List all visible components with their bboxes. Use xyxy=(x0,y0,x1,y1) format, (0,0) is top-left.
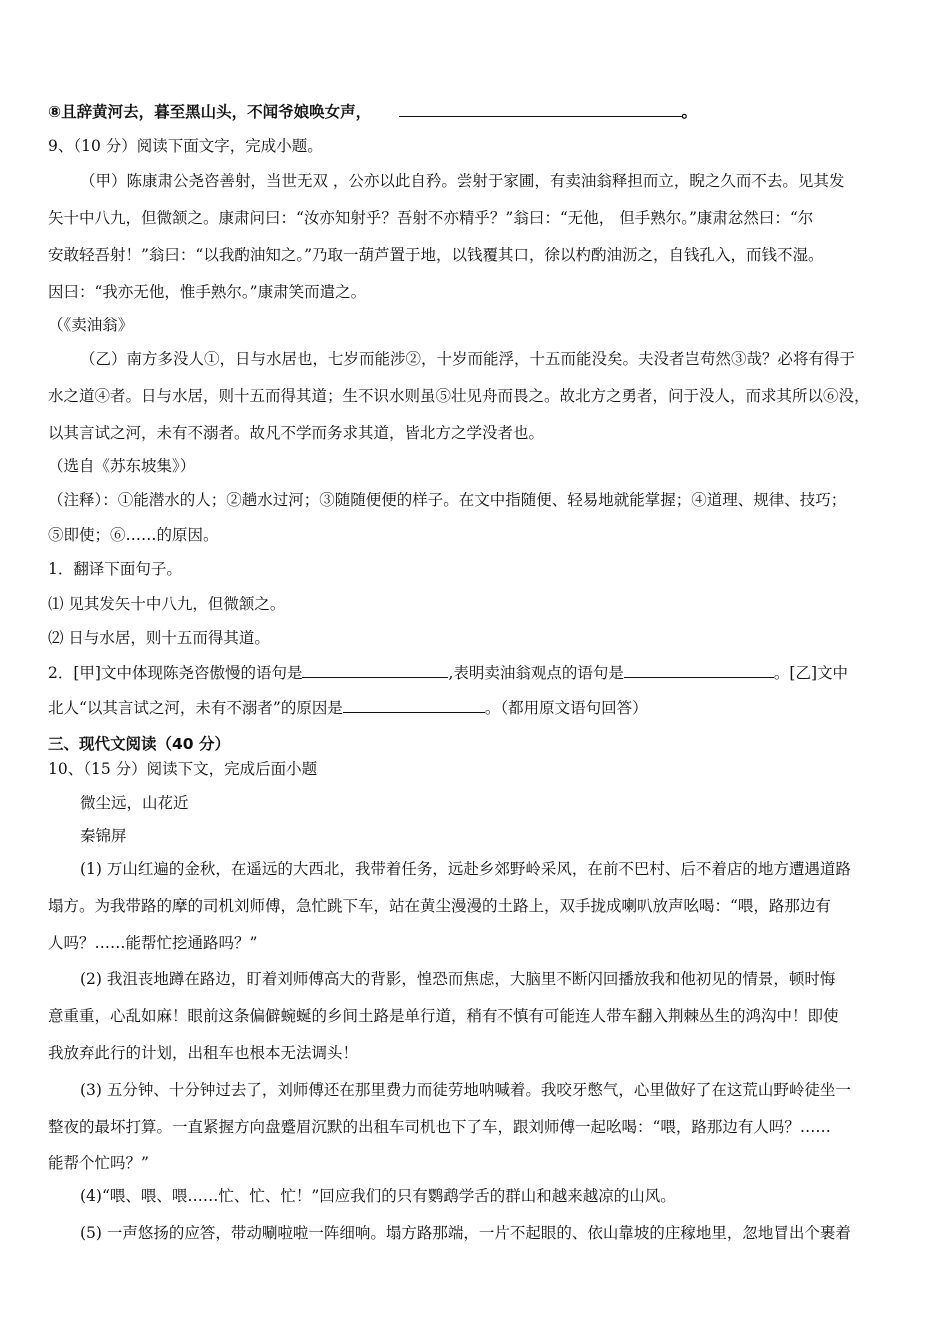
passage-jia-line: 安敢轻吾射！”翁曰：“以我酌油知之。”乃取一葫芦置于地，以钱覆其口，徐以杓酌油沥之，自钱孔入，而钱不湿。 xyxy=(48,246,824,264)
passage-jia-line: 因曰：“我亦无他，惟手熟尔。”康肃笑而遣之。 xyxy=(48,283,367,301)
sub-question-1b: ⑵ 日与水居，则十五而得其道。 xyxy=(48,629,270,647)
sub-question-2-line2 xyxy=(48,696,908,719)
passage-jia-line: （甲）陈康肃公尧咨善射，当世无双 ，公亦以此自矜。尝射于家圃，有卖油翁释担而立，睨之久而不去。见其发 xyxy=(80,172,845,190)
article-line: 意重重，心乱如麻！眼前这条偏僻蜿蜒的乡间土路是单行道，稍有不慎有可能连人带车翻入荆棘丛生的鸿沟中！即使 xyxy=(48,1007,839,1025)
question-10-header: 10、（15 分）阅读下文，完成后面小题 xyxy=(48,760,318,778)
passage-jia-line: 矢十中八九，但微颔之。康肃问曰：“汝亦知射乎？吾射不亦精乎？”翁曰：“无他， 但手熟尔。”康肃忿然曰：“尔 xyxy=(48,209,814,227)
answer-blank[interactable] xyxy=(343,696,485,713)
sub2-text: 。（都用原文语句回答） xyxy=(484,699,648,717)
question-9-header: 9、（10 分）阅读下面文字，完成小题。 xyxy=(48,137,323,155)
annotation-line: ⑤即使；⑥……的原因。 xyxy=(48,526,219,544)
article-line: 能帮个忙吗？” xyxy=(48,1154,149,1172)
article-line: 塌方。为我带路的摩的司机刘师傅，急忙跳下车，站在黄尘漫漫的土路上，双手拢成喇叭放声吆喝：“喂，路那边有 xyxy=(48,897,831,915)
sub2-text: 2．[甲]文中体现陈尧咨傲慢的语句是 xyxy=(48,664,303,682)
article-line: (3) 五分钟、十分钟过去了，刘师傅还在那里费力而徒劳地呐喊着。我咬牙憋气，心里做好了在这荒山野岭徒坐一 xyxy=(80,1081,851,1099)
article-line: 人吗？……能帮忙挖通路吗？” xyxy=(48,934,258,952)
section-heading: 三、现代文阅读（40 分） xyxy=(48,735,230,753)
poem-end-mark: 。 xyxy=(681,103,698,121)
article-line: 我放弃此行的计划，出租车也根本无法调头！ xyxy=(48,1044,359,1062)
sub2-text: 北人“以其言试之河，未有不溺者”的原因是 xyxy=(48,699,343,717)
article-author: 秦锦屏 xyxy=(80,827,127,845)
passage-yi-source: （选自《苏东坡集》） xyxy=(48,457,196,475)
passage-yi-line: 以其言试之河，未有不溺者。故凡不学而务求其道，皆北方之学没者也。 xyxy=(48,424,545,442)
passage-yi-line: 水之道④者。日与水居，则十五而得其道；生不识水则虽⑤壮见舟而畏之。故北方之勇者，问于没人，而求其所以⑥没， xyxy=(48,387,870,405)
answer-blank[interactable] xyxy=(302,661,448,678)
sub-question-2-line1 xyxy=(48,661,908,684)
sub2-text: 。[乙]文中 xyxy=(773,664,849,682)
article-line: (1) 万山红遍的金秋，在遥远的大西北，我带着任务，远赴乡郊野岭采风，在前不巴村、后不着店的地方遭遇道路 xyxy=(80,860,851,878)
sub-question-1: 1．翻译下面句子。 xyxy=(48,560,182,578)
answer-blank[interactable] xyxy=(624,661,774,678)
article-line: 整夜的最坏打算。一直紧握方向盘蹙眉沉默的出租车司机也下了车，跟刘师傅一起吆喝：“喂，路那边有人吗？…… xyxy=(48,1118,831,1136)
poem-text: ⑧且辞黄河去，暮至黑山头，不闻爷娘唤女声， xyxy=(48,103,372,121)
article-line: (4)“喂、喂、喂……忙、忙、忙！”回应我们的只有鹦鹉学舌的群山和越来越凉的山风。 xyxy=(80,1187,676,1205)
passage-jia-source: （《卖油翁》 xyxy=(48,316,134,334)
sub2-text: ,表明卖油翁观点的语句是 xyxy=(448,664,624,682)
article-title: 微尘远，山花近 xyxy=(80,794,189,812)
article-line: (2) 我沮丧地蹲在路边，盯着刘师傅高大的背影，惶恐而焦虑，大脑里不断闪回播放我和他初见的情景，顿时悔 xyxy=(80,970,836,988)
article-line: (5) 一声悠扬的应答，带动唰啦啦一阵细响。塌方路那端，一片不起眼的、依山靠坡的庄稼地里，忽地冒出个裹着 xyxy=(80,1224,851,1242)
poem-blank-line xyxy=(48,100,908,123)
annotation-line: （注释）：①能潜水的人；②趟水过河；③随随便便的样子。在文中指随便、轻易地就能掌握；④道理、规律、技巧； xyxy=(48,491,847,509)
passage-yi-line: （乙）南方多没人①，日与水居也，七岁而能涉②，十岁而能浮，十五而能没矣。夫没者岂苟然③哉？必将有得于 xyxy=(80,350,856,368)
answer-blank[interactable] xyxy=(399,100,682,117)
sub-question-1a: ⑴ 见其发矢十中八九，但微颔之。 xyxy=(48,595,286,613)
